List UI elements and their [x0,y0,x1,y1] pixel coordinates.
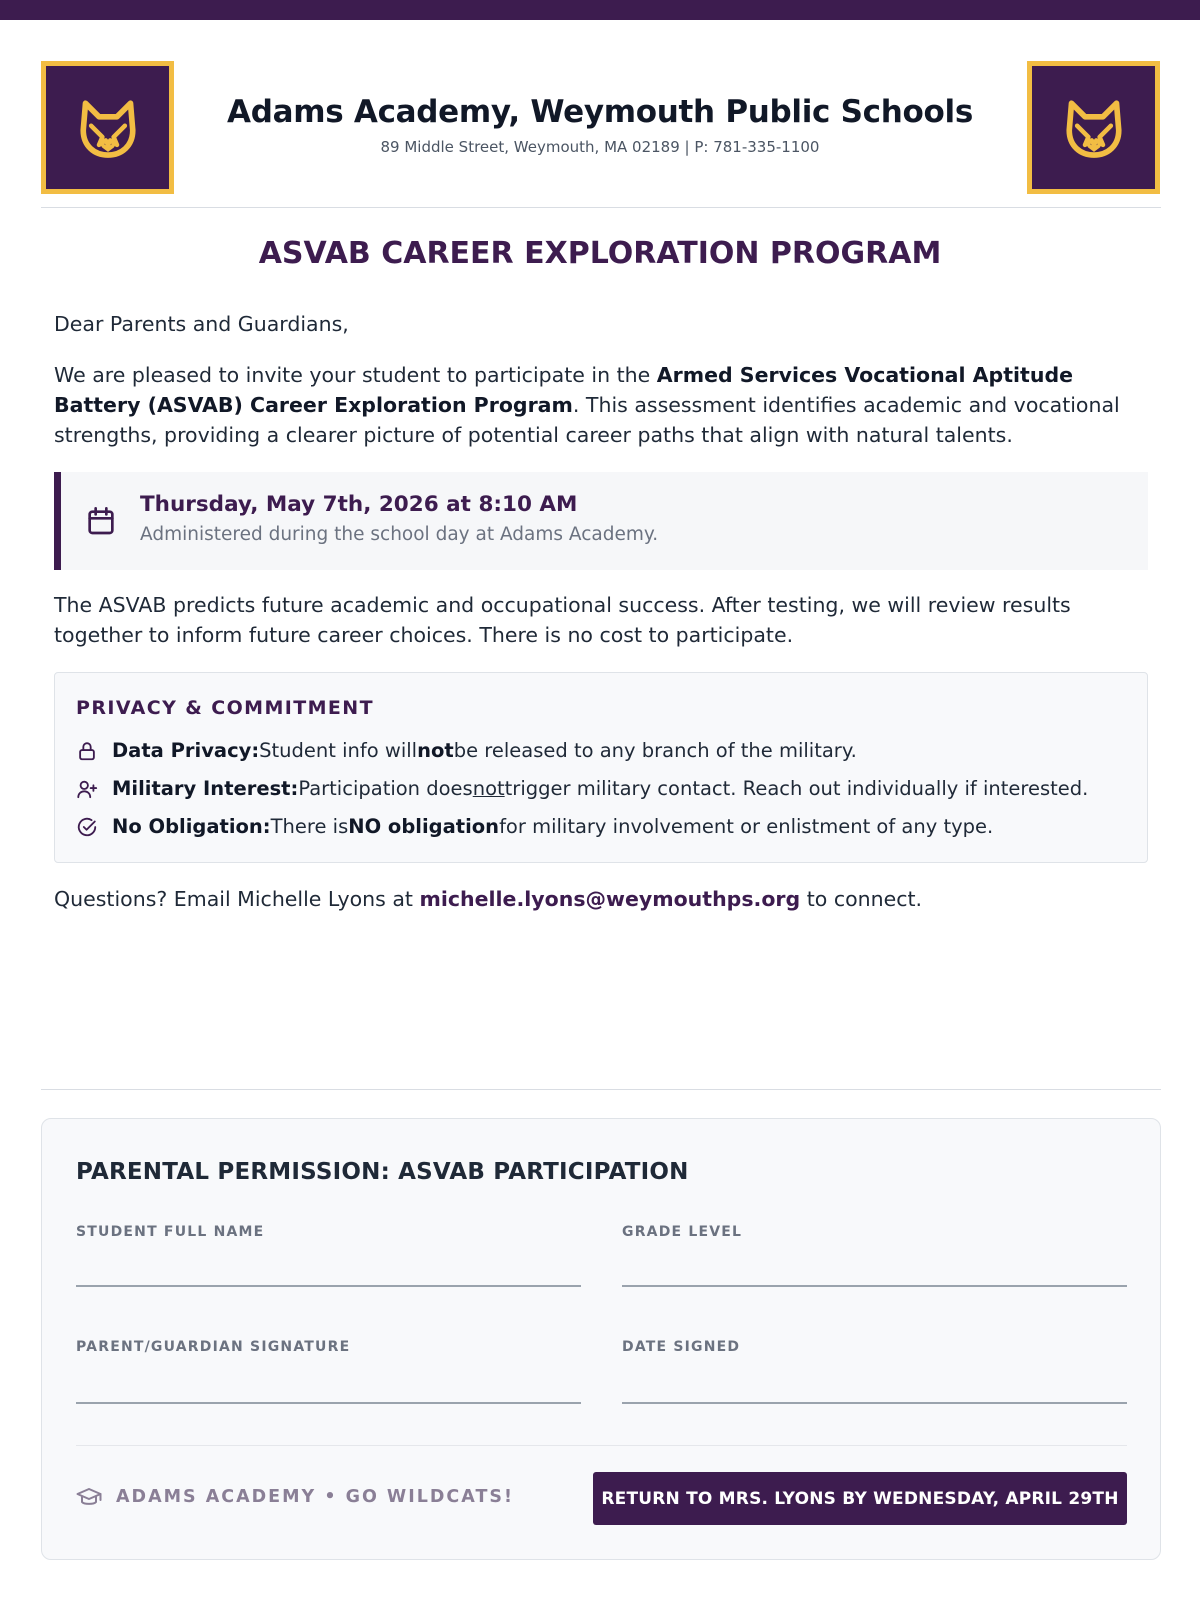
privacy-item-military: Military Interest: Participation does not trigger military contact. Reach out individually if interested. [76,777,1088,800]
page-title: ASVAB CAREER EXPLORATION PROGRAM [258,236,942,271]
return-deadline-button[interactable]: RETURN TO MRS. LYONS BY WEDNESDAY, APRIL 29TH [593,1472,1127,1525]
user-plus-icon [76,778,98,800]
event-note: Administered during the school day at Adams Academy. [140,524,659,545]
grade-level-label: GRADE LEVEL [622,1224,743,1240]
signature-label: PARENT/GUARDIAN SIGNATURE [76,1339,351,1355]
section-divider [41,1089,1161,1090]
graduation-cap-icon [76,1486,102,1508]
school-logo-right [1027,61,1160,194]
calendar-icon [85,505,117,541]
permission-slip [41,1118,1161,1560]
check-circle-icon [76,816,98,838]
letter-intro: We are pleased to invite your student to participate in the Armed Services Vocational Aptitude Battery (ASVAB) Career Exploration Program. This assessment identifies academic and vocational strengths, providing a clearer picture of potential career paths that align with natural talents. [54,363,1120,447]
top-accent-bar [0,0,1200,20]
grade-level-field[interactable] [622,1285,1127,1287]
wildcat-icon [72,92,144,164]
privacy-box [54,672,1148,863]
contact-email-link[interactable]: michelle.lyons@weymouthps.org [419,887,801,911]
wildcat-icon [1058,92,1130,164]
privacy-heading: PRIVACY & COMMITMENT [76,697,374,719]
privacy-item-obligation: No Obligation: There is NO obligation for military involvement or enlistment of any type. [76,815,993,838]
date-signed-field[interactable] [622,1402,1127,1404]
signature-field[interactable] [76,1402,581,1404]
event-callout [54,472,1148,570]
student-name-label: STUDENT FULL NAME [76,1224,265,1240]
date-signed-label: DATE SIGNED [622,1339,741,1355]
school-name: Adams Academy, Weymouth Public Schools [227,94,973,130]
school-address: 89 Middle Street, Weymouth, MA 02189 | P: 781-335-1100 [380,138,820,156]
footer-brand: ADAMS ACADEMY • GO WILDCATS! [76,1486,514,1508]
event-date: Thursday, May 7th, 2026 at 8:10 AM [140,492,578,517]
school-logo-left [41,61,174,194]
privacy-item-data: Data Privacy: Student info will not be released to any branch of the military. [76,739,857,762]
program-name: Armed Services Vocational Aptitude Battery (ASVAB) Career Exploration Program [54,363,1074,417]
questions-line: Questions? Email Michelle Lyons at michelle.lyons@weymouthps.org to connect. [54,887,923,911]
lock-icon [76,740,98,762]
header-divider [41,207,1161,208]
permission-divider [76,1445,1127,1446]
student-name-field[interactable] [76,1285,581,1287]
results-paragraph: The ASVAB predicts future academic and occupational success. After testing, we will review results together to inform future career choices. There is no cost to participate. [54,593,1071,647]
permission-heading: PARENTAL PERMISSION: ASVAB PARTICIPATION [76,1159,689,1185]
letter-greeting: Dear Parents and Guardians, [54,312,349,336]
